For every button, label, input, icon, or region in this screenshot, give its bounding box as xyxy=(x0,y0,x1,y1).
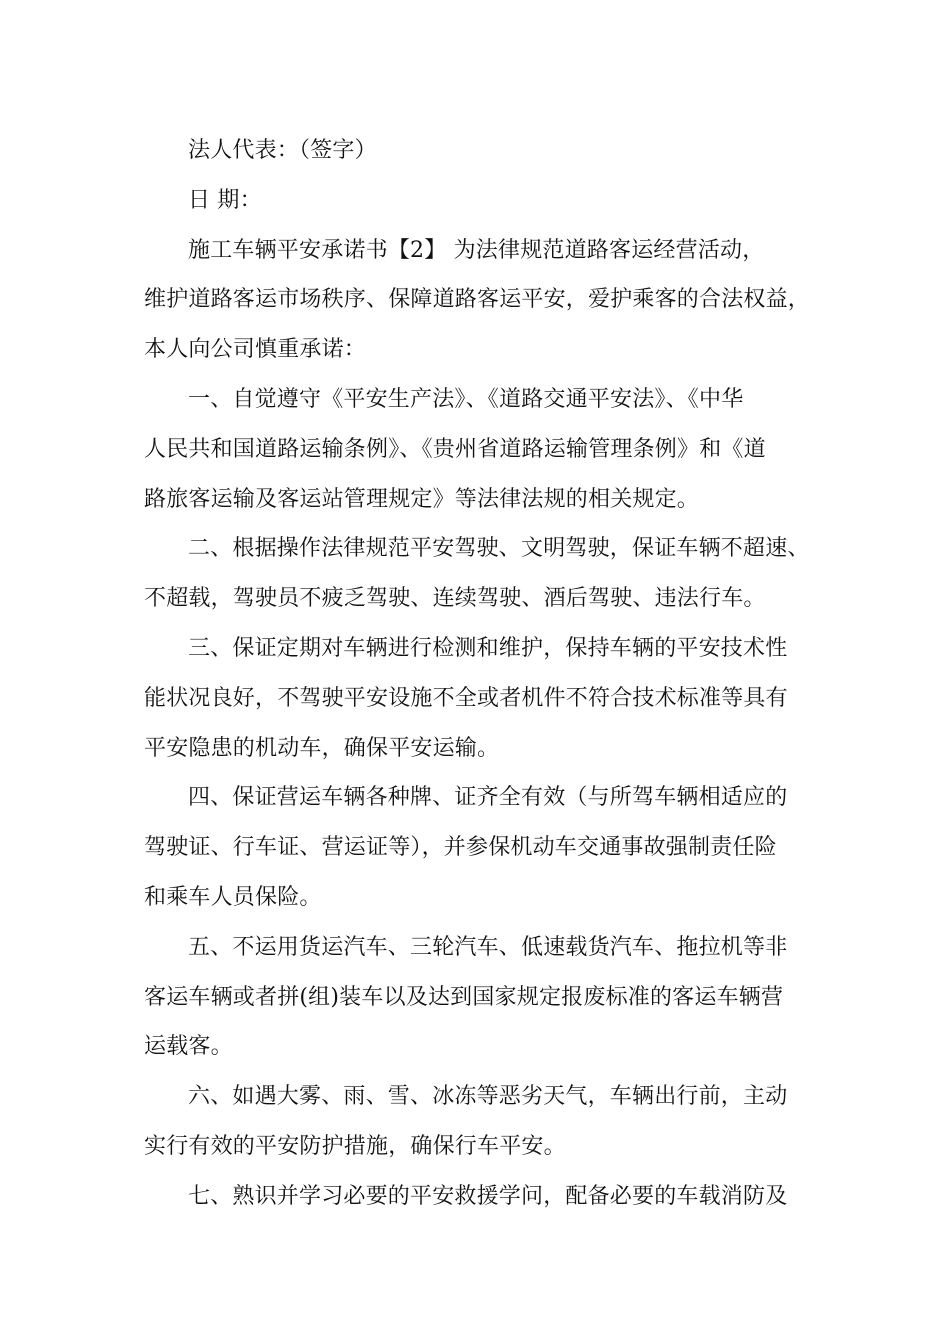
paragraph-5-line: 客运车辆或者拼(组)装车以及达到国家规定报废标准的客运车辆营 xyxy=(144,984,784,1010)
heading-line: 施工车辆平安承诺书【2】 为法律规范道路客运经营活动， xyxy=(188,237,765,263)
paragraph-5-line: 运载客。 xyxy=(144,1034,233,1060)
intro-line: 本人向公司慎重承诺： xyxy=(144,337,367,363)
intro-line: 维护道路客运市场秩序、保障道路客运平安，爱护乘客的合法权益， xyxy=(144,287,811,313)
paragraph-3-line: 三、保证定期对车辆进行检测和维护，保持车辆的平安技术性 xyxy=(188,635,788,661)
paragraph-2-line: 二、根据操作法律规范平安驾驶、文明驾驶，保证车辆不超速、 xyxy=(188,536,810,562)
paragraph-7-line: 七、熟识并学习必要的平安救援学问，配备必要的车载消防及 xyxy=(188,1183,788,1209)
paragraph-4-line: 和乘车人员保险。 xyxy=(144,884,322,910)
paragraph-3-line: 平安隐患的机动车，确保平安运输。 xyxy=(144,735,500,761)
paragraph-1-line: 路旅客运输及客运站管理规定》等法律法规的相关规定。 xyxy=(144,486,700,512)
date-label: 日 期： xyxy=(188,187,262,213)
document-body xyxy=(144,126,810,1222)
signature-label: 法人代表：（签字） xyxy=(188,138,377,163)
paragraph-6-line: 六、如遇大雾、雨、雪、冰冻等恶劣天气，车辆出行前，主动 xyxy=(188,1084,788,1110)
paragraph-4-line: 四、保证营运车辆各种牌、证齐全有效（与所驾车辆相适应的 xyxy=(188,785,788,811)
paragraph-1-line: 人民共和国道路运输条例》、《贵州省道路运输管理条例》和《道 xyxy=(144,436,766,462)
paragraph-2-line: 不超载，驾驶员不疲乏驾驶、连续驾驶、酒后驾驶、违法行车。 xyxy=(144,586,766,612)
paragraph-5-line: 五、不运用货运汽车、三轮汽车、低速载货汽车、拖拉机等非 xyxy=(188,934,788,960)
paragraph-1-line: 一、自觉遵守《平安生产法》、《道路交通平安法》、《中华 xyxy=(188,386,744,412)
paragraph-4-line: 驾驶证、行车证、营运证等），并参保机动车交通事故强制责任险 xyxy=(144,835,777,861)
paragraph-6-line: 实行有效的平安防护措施，确保行车平安。 xyxy=(144,1133,566,1159)
paragraph-3-line: 能状况良好，不驾驶平安设施不全或者机件不符合技术标准等具有 xyxy=(144,685,788,711)
